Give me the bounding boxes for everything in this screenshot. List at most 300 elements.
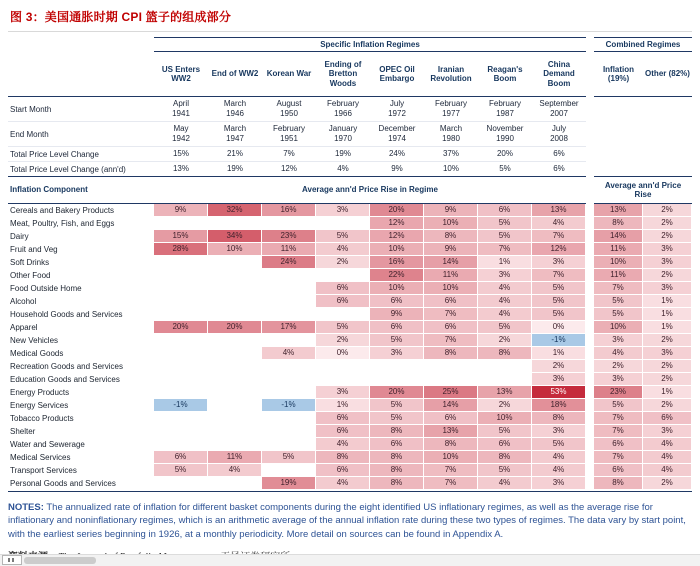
component-name: Personal Goods and Services bbox=[10, 479, 116, 488]
component-row bbox=[8, 295, 692, 308]
spacer bbox=[8, 37, 154, 52]
component-name: Medical Services bbox=[10, 453, 71, 462]
column-gap bbox=[586, 256, 594, 269]
heat-cell bbox=[262, 334, 316, 347]
component-row bbox=[8, 256, 692, 269]
heat-cell: 4% bbox=[478, 295, 532, 308]
heat-cell bbox=[154, 425, 208, 438]
heat-cell: 5% bbox=[370, 412, 424, 425]
combined-heat-cell: 3% bbox=[594, 334, 643, 347]
value-cell: February 1951 bbox=[262, 122, 316, 147]
heat-cell: 5% bbox=[478, 464, 532, 477]
value-cell: September 2007 bbox=[532, 97, 586, 122]
column-gap bbox=[586, 269, 594, 282]
heat-cell bbox=[208, 217, 262, 230]
heat-cell bbox=[370, 373, 424, 386]
value-cell: 6% bbox=[553, 164, 565, 173]
component-name: Medical Goods bbox=[10, 349, 64, 358]
heat-cell: -1% bbox=[532, 334, 586, 347]
heat-cell: 3% bbox=[532, 477, 586, 490]
combined-heat-cell: 6% bbox=[594, 464, 643, 477]
heat-cell bbox=[316, 269, 370, 282]
heat-cell: 4% bbox=[532, 464, 586, 477]
component-name: Soft Drinks bbox=[10, 258, 50, 267]
heat-cell bbox=[208, 295, 262, 308]
heat-cell: 7% bbox=[424, 308, 478, 321]
column-gap bbox=[586, 176, 594, 204]
combined-heat-cell: 2% bbox=[643, 399, 692, 412]
heat-cell bbox=[262, 425, 316, 438]
heat-cell: 3% bbox=[532, 256, 586, 269]
heat-cell bbox=[262, 373, 316, 386]
heat-cell: 24% bbox=[262, 256, 316, 269]
component-row bbox=[8, 217, 692, 230]
column-gap bbox=[586, 360, 594, 373]
heat-cell: 11% bbox=[208, 451, 262, 464]
specific-regimes-header: Specific Inflation Regimes bbox=[154, 37, 586, 52]
heat-cell bbox=[262, 282, 316, 295]
heat-cell: 20% bbox=[370, 204, 424, 217]
heat-cell bbox=[154, 334, 208, 347]
heat-cell bbox=[154, 477, 208, 490]
heat-cell: 3% bbox=[370, 347, 424, 360]
component-row bbox=[8, 282, 692, 295]
heat-cell: 16% bbox=[370, 256, 424, 269]
column-gap bbox=[586, 204, 594, 217]
heat-cell: 8% bbox=[316, 451, 370, 464]
notes bbox=[8, 501, 692, 541]
heat-cell bbox=[154, 217, 208, 230]
heat-cell bbox=[208, 269, 262, 282]
value-cell: February 1966 bbox=[316, 97, 370, 122]
heat-cell: 5% bbox=[370, 334, 424, 347]
notes-text: The annualized rate of inflation for different basket components during the eight identified US inflationary regimes, as well as the average rise for inflationary and noninflationary regimes, which is an arithmetic average of the annual inflation rate during these two types of regimes. The data vary by start point, with the earliest series beginning in 1926, at a monthly periodicity. More detail on sources can be found in Appendix A. bbox=[8, 502, 686, 540]
heat-cell: 20% bbox=[370, 386, 424, 399]
heat-cell bbox=[208, 334, 262, 347]
combined-heat-cell: 2% bbox=[643, 230, 692, 243]
heat-cell: 12% bbox=[532, 243, 586, 256]
spacer bbox=[643, 122, 692, 147]
combined-heat-cell: 2% bbox=[643, 477, 692, 490]
heat-cell bbox=[316, 308, 370, 321]
heat-cell: 6% bbox=[370, 321, 424, 334]
column-gap bbox=[586, 122, 594, 147]
scrollbar-handle[interactable] bbox=[2, 555, 22, 565]
column-gap bbox=[586, 321, 594, 334]
combined-heat-cell: 4% bbox=[643, 464, 692, 477]
combined-heat-cell: 2% bbox=[643, 217, 692, 230]
combined-heat-cell: 8% bbox=[594, 217, 643, 230]
heat-cell: 4% bbox=[262, 347, 316, 360]
column-gap bbox=[586, 464, 594, 477]
heat-cell: 6% bbox=[154, 451, 208, 464]
heat-cell: 4% bbox=[478, 477, 532, 490]
heat-cell: 6% bbox=[424, 295, 478, 308]
component-row bbox=[8, 373, 692, 386]
heat-cell: 7% bbox=[478, 243, 532, 256]
heat-cell: 7% bbox=[424, 334, 478, 347]
heat-cell: 5% bbox=[532, 282, 586, 295]
heat-cell bbox=[370, 360, 424, 373]
value-cell: December 1974 bbox=[370, 122, 424, 147]
heat-cell: 8% bbox=[370, 477, 424, 490]
heat-cell: 16% bbox=[262, 204, 316, 217]
heat-cell: 6% bbox=[478, 438, 532, 451]
value-cell: March 1980 bbox=[424, 122, 478, 147]
heat-cell: 28% bbox=[154, 243, 208, 256]
value-cell: February 1987 bbox=[478, 97, 532, 122]
combined-heat-cell: 4% bbox=[643, 451, 692, 464]
combined-heat-cell: 1% bbox=[643, 295, 692, 308]
heat-cell: -1% bbox=[154, 399, 208, 412]
heat-cell bbox=[154, 386, 208, 399]
heat-cell: 7% bbox=[532, 269, 586, 282]
spacer bbox=[8, 52, 154, 97]
heat-cell: 5% bbox=[316, 230, 370, 243]
component-name: Household Goods and Services bbox=[10, 310, 123, 319]
heat-cell bbox=[208, 308, 262, 321]
cpi-table bbox=[8, 37, 692, 492]
regime-column-header: End of WW2 bbox=[208, 52, 262, 97]
regime-header-row bbox=[8, 52, 692, 97]
regime-column-header: Iranian Revolution bbox=[424, 52, 478, 97]
heat-cell bbox=[154, 295, 208, 308]
component-row bbox=[8, 334, 692, 347]
regime-column-header: US Enters WW2 bbox=[154, 52, 208, 97]
column-gap bbox=[586, 347, 594, 360]
column-gap bbox=[586, 230, 594, 243]
combined-avg-header: Average ann'd Price Rise bbox=[594, 176, 692, 204]
heat-cell bbox=[262, 217, 316, 230]
component-row bbox=[8, 451, 692, 464]
heat-cell: 2% bbox=[478, 334, 532, 347]
heat-cell bbox=[154, 308, 208, 321]
heat-cell bbox=[208, 399, 262, 412]
value-cell: February 1977 bbox=[424, 97, 478, 122]
component-name: Apparel bbox=[10, 323, 38, 332]
heat-cell: 4% bbox=[316, 438, 370, 451]
heat-cell: 2% bbox=[478, 399, 532, 412]
heat-cell bbox=[208, 412, 262, 425]
row-label: Start Month bbox=[8, 97, 154, 122]
heat-cell: 6% bbox=[316, 282, 370, 295]
combined-heat-cell: 2% bbox=[594, 360, 643, 373]
heat-cell bbox=[154, 256, 208, 269]
component-row bbox=[8, 464, 692, 477]
scrollbar-thumb[interactable] bbox=[24, 557, 96, 564]
combined-heat-cell: 2% bbox=[643, 360, 692, 373]
heat-cell: 9% bbox=[154, 204, 208, 217]
value-cell: 19% bbox=[316, 147, 370, 162]
heat-cell: 32% bbox=[208, 204, 262, 217]
combined-heat-cell: 4% bbox=[594, 347, 643, 360]
row-label: End Month bbox=[8, 122, 154, 147]
heat-cell: 14% bbox=[424, 256, 478, 269]
heat-cell: 2% bbox=[316, 334, 370, 347]
value-cell: January 1970 bbox=[316, 122, 370, 147]
heat-cell: 20% bbox=[208, 321, 262, 334]
column-gap bbox=[586, 147, 594, 162]
combined-heat-cell: 3% bbox=[643, 347, 692, 360]
heat-cell: 3% bbox=[478, 269, 532, 282]
regime-column-header: OPEC Oil Embargo bbox=[370, 52, 424, 97]
heat-cell: 4% bbox=[478, 308, 532, 321]
spacer bbox=[594, 147, 643, 162]
heat-cell: 15% bbox=[154, 230, 208, 243]
combined-column-header: Inflation (19%) bbox=[594, 52, 643, 97]
column-gap bbox=[586, 37, 594, 52]
heat-cell: 4% bbox=[316, 243, 370, 256]
end-month-row bbox=[8, 122, 692, 147]
component-name: Energy Services bbox=[10, 401, 69, 410]
component-name: Cereals and Bakery Products bbox=[10, 206, 115, 215]
heat-cell: 2% bbox=[532, 360, 586, 373]
column-gap bbox=[586, 97, 594, 122]
component-row bbox=[8, 269, 692, 282]
component-name: Education Goods and Services bbox=[10, 375, 120, 384]
combined-heat-cell: 3% bbox=[643, 243, 692, 256]
heat-cell bbox=[208, 347, 262, 360]
component-name: Food Outside Home bbox=[10, 284, 82, 293]
component-row bbox=[8, 360, 692, 373]
combined-heat-cell: 13% bbox=[594, 204, 643, 217]
horizontal-scrollbar[interactable] bbox=[0, 554, 700, 566]
heat-cell: 10% bbox=[370, 282, 424, 295]
value-cell: April 1941 bbox=[154, 97, 208, 122]
heat-cell bbox=[154, 282, 208, 295]
value-cell: 5% bbox=[499, 164, 511, 173]
heat-cell: 6% bbox=[316, 425, 370, 438]
heat-cell: 13% bbox=[532, 204, 586, 217]
heat-cell: 5% bbox=[478, 321, 532, 334]
value-cell: 7% bbox=[262, 147, 316, 162]
combined-heat-cell: 3% bbox=[643, 256, 692, 269]
column-gap bbox=[586, 425, 594, 438]
column-gap bbox=[586, 295, 594, 308]
heat-cell: 12% bbox=[370, 230, 424, 243]
heat-cell bbox=[316, 373, 370, 386]
value-cell: 4% bbox=[337, 164, 349, 173]
component-row bbox=[8, 386, 692, 399]
heat-cell: 6% bbox=[478, 204, 532, 217]
heat-cell: 5% bbox=[532, 295, 586, 308]
heat-cell: 4% bbox=[316, 477, 370, 490]
value-cell: November 1990 bbox=[478, 122, 532, 147]
heat-cell: 13% bbox=[424, 425, 478, 438]
regime-column-header: Reagan's Boom bbox=[478, 52, 532, 97]
heat-cell: 20% bbox=[154, 321, 208, 334]
heat-cell: 13% bbox=[478, 386, 532, 399]
heat-cell: 34% bbox=[208, 230, 262, 243]
component-row bbox=[8, 438, 692, 451]
heat-cell: 6% bbox=[424, 412, 478, 425]
value-cell: 6% bbox=[532, 147, 586, 162]
heat-cell bbox=[262, 438, 316, 451]
heat-cell: 8% bbox=[424, 438, 478, 451]
spacer bbox=[594, 97, 643, 122]
combined-heat-cell: 23% bbox=[594, 386, 643, 399]
value-cell: July 1972 bbox=[370, 97, 424, 122]
heat-cell: 8% bbox=[424, 230, 478, 243]
notes-label: NOTES: bbox=[8, 502, 44, 513]
combined-heat-cell: 6% bbox=[643, 412, 692, 425]
component-name: Recreation Goods and Services bbox=[10, 362, 123, 371]
heat-cell bbox=[208, 360, 262, 373]
combined-heat-cell: 7% bbox=[594, 425, 643, 438]
heat-cell: 1% bbox=[316, 399, 370, 412]
component-row bbox=[8, 347, 692, 360]
heat-cell: 7% bbox=[424, 464, 478, 477]
combined-heat-cell: 2% bbox=[643, 373, 692, 386]
column-gap bbox=[586, 162, 594, 176]
heat-cell: 6% bbox=[316, 295, 370, 308]
heat-cell: 8% bbox=[370, 451, 424, 464]
component-row bbox=[8, 399, 692, 412]
heat-cell: 7% bbox=[532, 230, 586, 243]
column-gap bbox=[586, 282, 594, 295]
heat-cell bbox=[478, 360, 532, 373]
heat-cell bbox=[154, 412, 208, 425]
heat-cell: 8% bbox=[424, 347, 478, 360]
heat-cell: 18% bbox=[532, 399, 586, 412]
value-cell: July 2008 bbox=[532, 122, 586, 147]
combined-heat-cell: 1% bbox=[643, 386, 692, 399]
component-name: Tobacco Products bbox=[10, 414, 74, 423]
spacer bbox=[594, 162, 643, 176]
value-cell: 13% bbox=[172, 164, 189, 173]
heat-cell bbox=[208, 256, 262, 269]
column-gap bbox=[586, 373, 594, 386]
heat-cell bbox=[424, 360, 478, 373]
heat-cell: 12% bbox=[370, 217, 424, 230]
heat-cell bbox=[208, 386, 262, 399]
heat-cell bbox=[478, 373, 532, 386]
column-gap bbox=[586, 451, 594, 464]
combined-column-header: Other (82%) bbox=[643, 52, 692, 97]
column-gap bbox=[586, 438, 594, 451]
row-label: Total Price Level Change (ann'd) bbox=[10, 164, 126, 174]
heat-cell: 53% bbox=[532, 386, 586, 399]
heat-cell: 3% bbox=[532, 373, 586, 386]
value-cell: 21% bbox=[208, 147, 262, 162]
component-name: Shelter bbox=[10, 427, 36, 436]
combined-heat-cell: 4% bbox=[643, 438, 692, 451]
heat-cell: 10% bbox=[424, 217, 478, 230]
heat-cell bbox=[208, 425, 262, 438]
component-name: Transport Services bbox=[10, 466, 77, 475]
component-row bbox=[8, 230, 692, 243]
heat-cell bbox=[154, 360, 208, 373]
component-name: Energy Products bbox=[10, 388, 70, 397]
component-name: Water and Sewerage bbox=[10, 440, 85, 449]
heat-cell: 4% bbox=[208, 464, 262, 477]
heat-cell: 17% bbox=[262, 321, 316, 334]
heat-cell: 9% bbox=[424, 243, 478, 256]
table-bottom-rule bbox=[8, 491, 692, 492]
component-row bbox=[8, 477, 692, 490]
heat-cell bbox=[316, 360, 370, 373]
combined-heat-cell: 10% bbox=[594, 321, 643, 334]
component-name: Alcohol bbox=[10, 297, 37, 306]
heat-cell: 2% bbox=[316, 256, 370, 269]
combined-heat-cell: 1% bbox=[643, 308, 692, 321]
combined-heat-cell: 2% bbox=[643, 334, 692, 347]
column-gap bbox=[586, 412, 594, 425]
heat-cell: 3% bbox=[532, 425, 586, 438]
value-cell: May 1942 bbox=[154, 122, 208, 147]
component-row bbox=[8, 204, 692, 217]
combined-heat-cell: 7% bbox=[594, 282, 643, 295]
component-row bbox=[8, 308, 692, 321]
value-cell: 9% bbox=[391, 164, 403, 173]
heat-cell: 5% bbox=[532, 438, 586, 451]
heat-cell bbox=[262, 295, 316, 308]
combined-heat-cell: 14% bbox=[594, 230, 643, 243]
component-row bbox=[8, 321, 692, 334]
combined-heat-cell: 2% bbox=[643, 269, 692, 282]
combined-heat-cell: 1% bbox=[643, 321, 692, 334]
column-gap bbox=[586, 217, 594, 230]
heat-cell: 14% bbox=[424, 399, 478, 412]
combined-heat-cell: 7% bbox=[594, 412, 643, 425]
heat-cell: 8% bbox=[370, 464, 424, 477]
heat-cell: 8% bbox=[532, 412, 586, 425]
component-name: Fruit and Veg bbox=[10, 245, 58, 254]
heat-cell bbox=[208, 438, 262, 451]
heat-cell: 11% bbox=[262, 243, 316, 256]
regime-column-header: Korean War bbox=[262, 52, 316, 97]
component-row bbox=[8, 243, 692, 256]
heat-cell: 4% bbox=[532, 217, 586, 230]
heat-cell bbox=[154, 347, 208, 360]
column-gap bbox=[586, 308, 594, 321]
heat-cell: 23% bbox=[262, 230, 316, 243]
heat-cell bbox=[262, 360, 316, 373]
start-month-row bbox=[8, 97, 692, 122]
heat-cell: 5% bbox=[478, 230, 532, 243]
value-cell: March 1946 bbox=[208, 97, 262, 122]
heat-cell: 7% bbox=[424, 477, 478, 490]
spacer bbox=[643, 147, 692, 162]
heat-cell: 5% bbox=[316, 321, 370, 334]
heat-cell: 10% bbox=[424, 451, 478, 464]
combined-heat-cell: 3% bbox=[594, 373, 643, 386]
heat-cell: 6% bbox=[370, 295, 424, 308]
row-label: Total Price Level Change bbox=[8, 147, 154, 162]
heat-cell: -1% bbox=[262, 399, 316, 412]
total-change-annd-row bbox=[8, 162, 692, 176]
value-cell: 15% bbox=[154, 147, 208, 162]
value-cell: 12% bbox=[280, 164, 297, 173]
heat-cell bbox=[262, 308, 316, 321]
heat-cell: 0% bbox=[532, 321, 586, 334]
heat-cell bbox=[262, 412, 316, 425]
component-name: Meat, Poultry, Fish, and Eggs bbox=[10, 219, 115, 228]
header-band bbox=[8, 37, 692, 52]
component-row bbox=[8, 412, 692, 425]
column-gap bbox=[586, 243, 594, 256]
heat-cell: 1% bbox=[532, 347, 586, 360]
heat-cell: 11% bbox=[424, 269, 478, 282]
heat-cell: 8% bbox=[478, 451, 532, 464]
heat-cell: 10% bbox=[370, 243, 424, 256]
heat-cell: 1% bbox=[478, 256, 532, 269]
heat-cell: 5% bbox=[154, 464, 208, 477]
column-gap bbox=[586, 386, 594, 399]
combined-heat-cell: 10% bbox=[594, 256, 643, 269]
combined-regimes-header: Combined Regimes bbox=[594, 37, 692, 52]
heat-cell bbox=[154, 269, 208, 282]
